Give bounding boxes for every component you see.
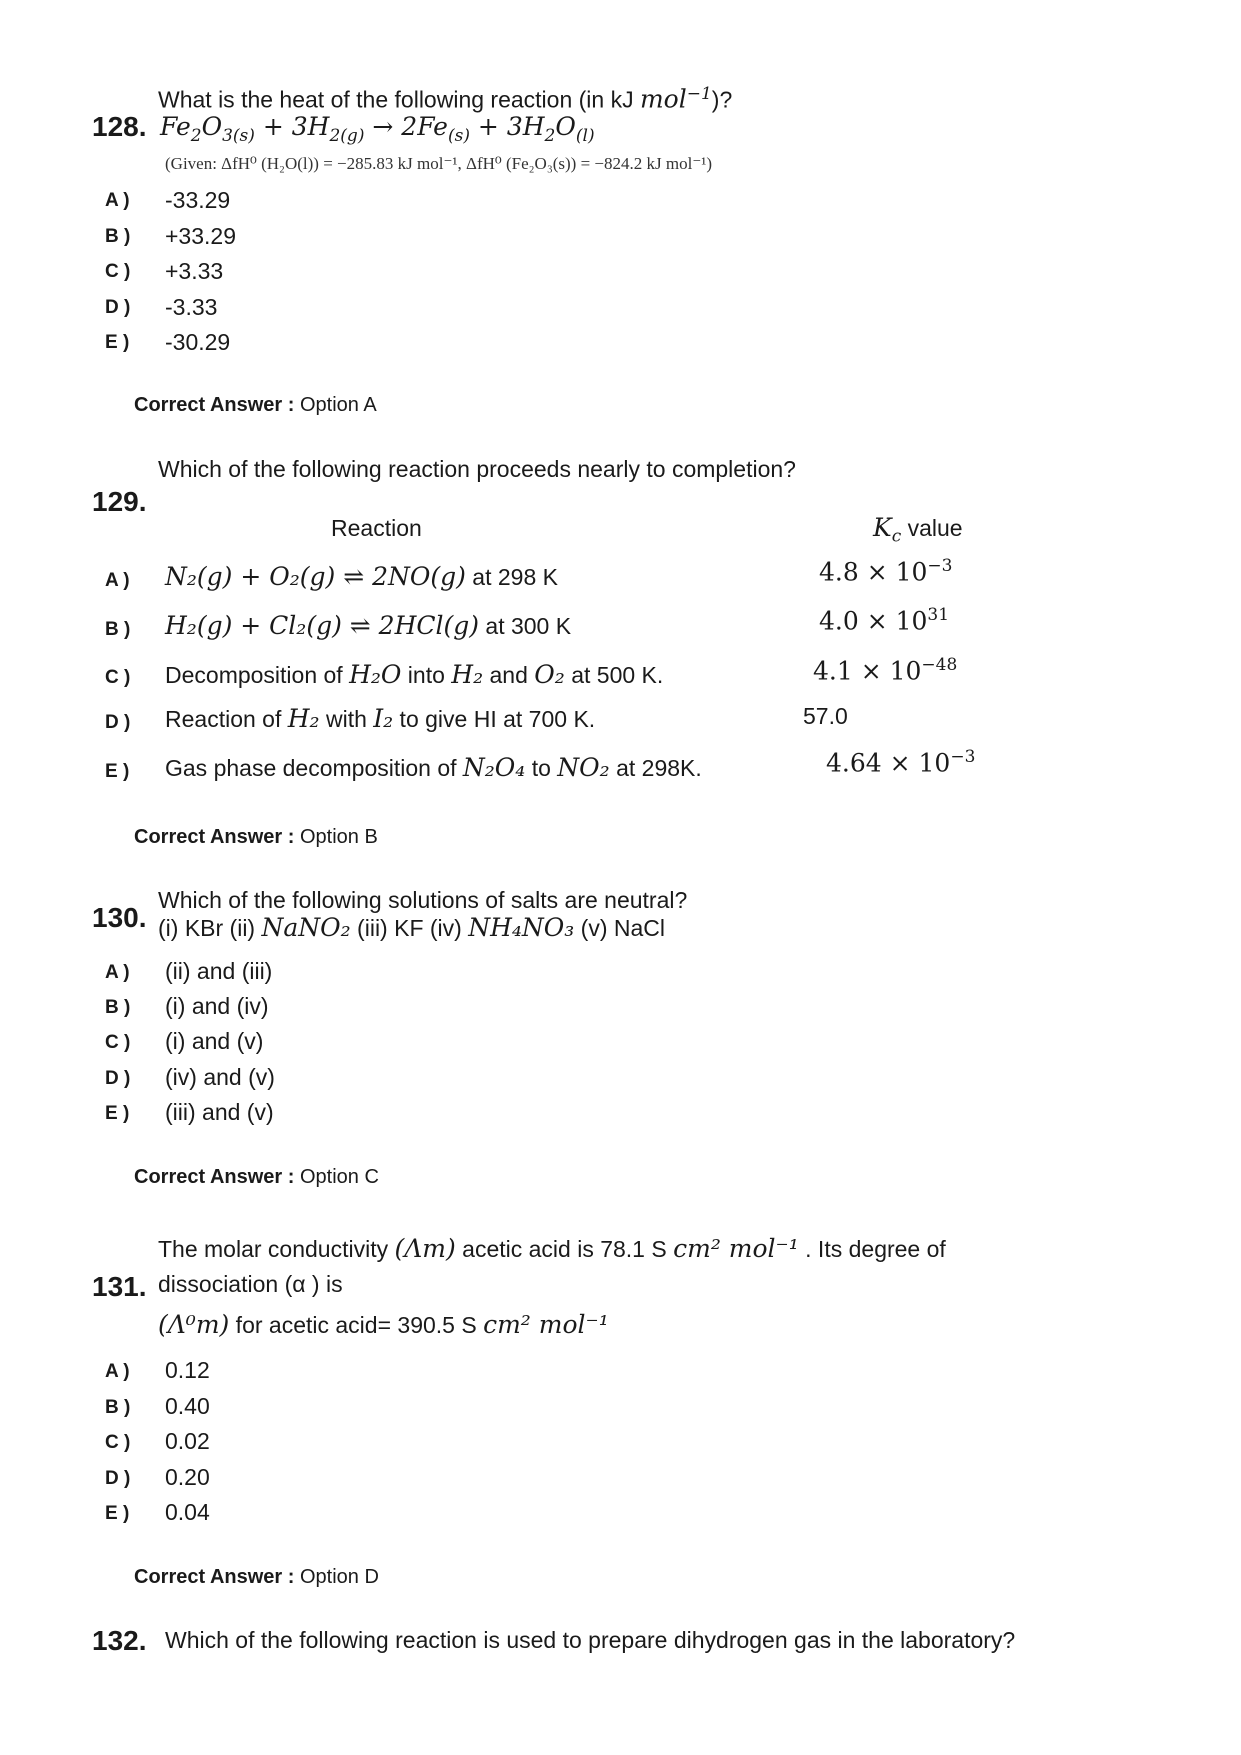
q129-correct-answer: Correct Answer : Option B (134, 826, 378, 848)
q130-option-c-letter[interactable]: C ) (105, 1032, 131, 1053)
q128-option-e-text[interactable]: -30.29 (165, 329, 231, 355)
q128-given: (Given: ΔfH⁰ (H₂O(l)) = −285.83 kJ mol⁻¹, ΔfH⁰ (Fe₂O₃(s)) = −824.2 kJ mol⁻¹) (165, 154, 713, 173)
q130-option-e-letter[interactable]: E ) (105, 1103, 130, 1124)
q129-option-d-letter[interactable]: D ) (105, 712, 131, 733)
q130-question-line2: (i) KBr (ii) NaNO₂ (iii) KF (iv) NH₄NO₃ (v) NaCl (158, 913, 666, 942)
q129-option-b-kc: $4.0 \times 10^{31}$ (819, 605, 950, 636)
q130-correct-answer: Correct Answer : Option C (134, 1166, 379, 1188)
q128-equation: $Fe_2O_{3(s)} + 3H_{2(g)} \to 2Fe_{(s)} + 3H_2O_{(l)}$ (160, 112, 595, 146)
q129-option-b-letter[interactable]: B ) (105, 619, 131, 640)
q130-option-d-letter[interactable]: D ) (105, 1068, 131, 1089)
q130-option-a-letter[interactable]: A ) (105, 962, 130, 983)
q131-option-d-text[interactable]: 0.20 (165, 1464, 210, 1490)
q128-question: What is the heat of the following reaction (in kJ mol$^{-1}$)? (158, 84, 733, 114)
q131-question-line2: dissociation (α ) is (158, 1271, 343, 1297)
q129-option-c-kc: $4.1 \times 10^{-48}$ (813, 655, 958, 686)
q129-option-a-text[interactable]: N₂(g) + O₂(g) ⇌ 2NO(g) at 298 K (165, 562, 558, 591)
q129-header-kc: $K_c$ value (873, 513, 963, 547)
q129-option-d-text[interactable]: Reaction of H₂ with I₂ to give HI at 700 K. (165, 704, 596, 733)
q131-option-b-text[interactable]: 0.40 (165, 1393, 210, 1419)
q129-option-e-text[interactable]: Gas phase decomposition of N₂O₄ to NO₂ at 298K. (165, 753, 702, 782)
q128-option-c-letter[interactable]: C ) (105, 261, 131, 282)
q128-option-b-letter[interactable]: B ) (105, 226, 131, 247)
q128-option-d-text[interactable]: -3.33 (165, 294, 218, 320)
q131-option-d-letter[interactable]: D ) (105, 1468, 131, 1489)
q131-option-c-text[interactable]: 0.02 (165, 1428, 210, 1454)
q128-option-c-text[interactable]: +3.33 (165, 258, 224, 284)
q129-number: 129. (92, 486, 147, 517)
q131-option-e-letter[interactable]: E ) (105, 1503, 130, 1524)
q128-option-a-letter[interactable]: A ) (105, 190, 130, 211)
q129-option-a-kc: $4.8 \times 10^{-3}$ (819, 556, 953, 587)
q130-option-a-text[interactable]: (ii) and (iii) (165, 958, 273, 984)
q128-option-d-letter[interactable]: D ) (105, 297, 131, 318)
q129-option-a-letter[interactable]: A ) (105, 570, 130, 591)
q131-option-c-letter[interactable]: C ) (105, 1432, 131, 1453)
q129-header-reaction: Reaction (331, 515, 422, 541)
q130-option-e-text[interactable]: (iii) and (v) (165, 1099, 274, 1125)
q131-option-b-letter[interactable]: B ) (105, 1397, 131, 1418)
q132-number: 132. (92, 1625, 147, 1656)
q130-option-c-text[interactable]: (i) and (v) (165, 1028, 264, 1054)
q130-number: 130. (92, 902, 147, 933)
q131-question-line1: The molar conductivity (Λm) acetic acid is 78.1 S cm² mol⁻¹ . Its degree of (158, 1234, 946, 1263)
q131-number: 131. (92, 1271, 147, 1302)
q131-option-a-text[interactable]: 0.12 (165, 1357, 210, 1383)
q130-option-b-text[interactable]: (i) and (iv) (165, 993, 269, 1019)
q128-option-b-text[interactable]: +33.29 (165, 223, 236, 249)
q131-option-a-letter[interactable]: A ) (105, 1361, 130, 1382)
q130-option-d-text[interactable]: (iv) and (v) (165, 1064, 275, 1090)
q129-option-d-kc: 57.0 (803, 703, 848, 729)
q128-correct-answer: Correct Answer : Option A (134, 394, 377, 416)
q129-option-c-letter[interactable]: C ) (105, 667, 131, 688)
q131-option-e-text[interactable]: 0.04 (165, 1499, 210, 1525)
q131-correct-answer: Correct Answer : Option D (134, 1566, 379, 1588)
q129-option-e-letter[interactable]: E ) (105, 761, 130, 782)
q129-option-e-kc: $4.64 \times 10^{-3}$ (826, 747, 976, 778)
q129-question: Which of the following reaction proceeds nearly to completion? (158, 456, 796, 482)
q129-option-b-text[interactable]: H₂(g) + Cl₂(g) ⇌ 2HCl(g) at 300 K (165, 611, 572, 640)
q131-question-line3: (Λ⁰m) for acetic acid= 390.5 S cm² mol⁻¹ (158, 1310, 609, 1339)
q129-option-c-text[interactable]: Decomposition of H₂O into H₂ and O₂ at 500 K. (165, 660, 664, 689)
q128-number: 128. (92, 111, 147, 142)
q130-option-b-letter[interactable]: B ) (105, 997, 131, 1018)
q132-question: Which of the following reaction is used to prepare dihydrogen gas in the laboratory? (165, 1627, 1016, 1653)
q130-question-line1: Which of the following solutions of salts are neutral? (158, 887, 688, 913)
q128-option-e-letter[interactable]: E ) (105, 332, 130, 353)
q128-option-a-text[interactable]: -33.29 (165, 187, 231, 213)
